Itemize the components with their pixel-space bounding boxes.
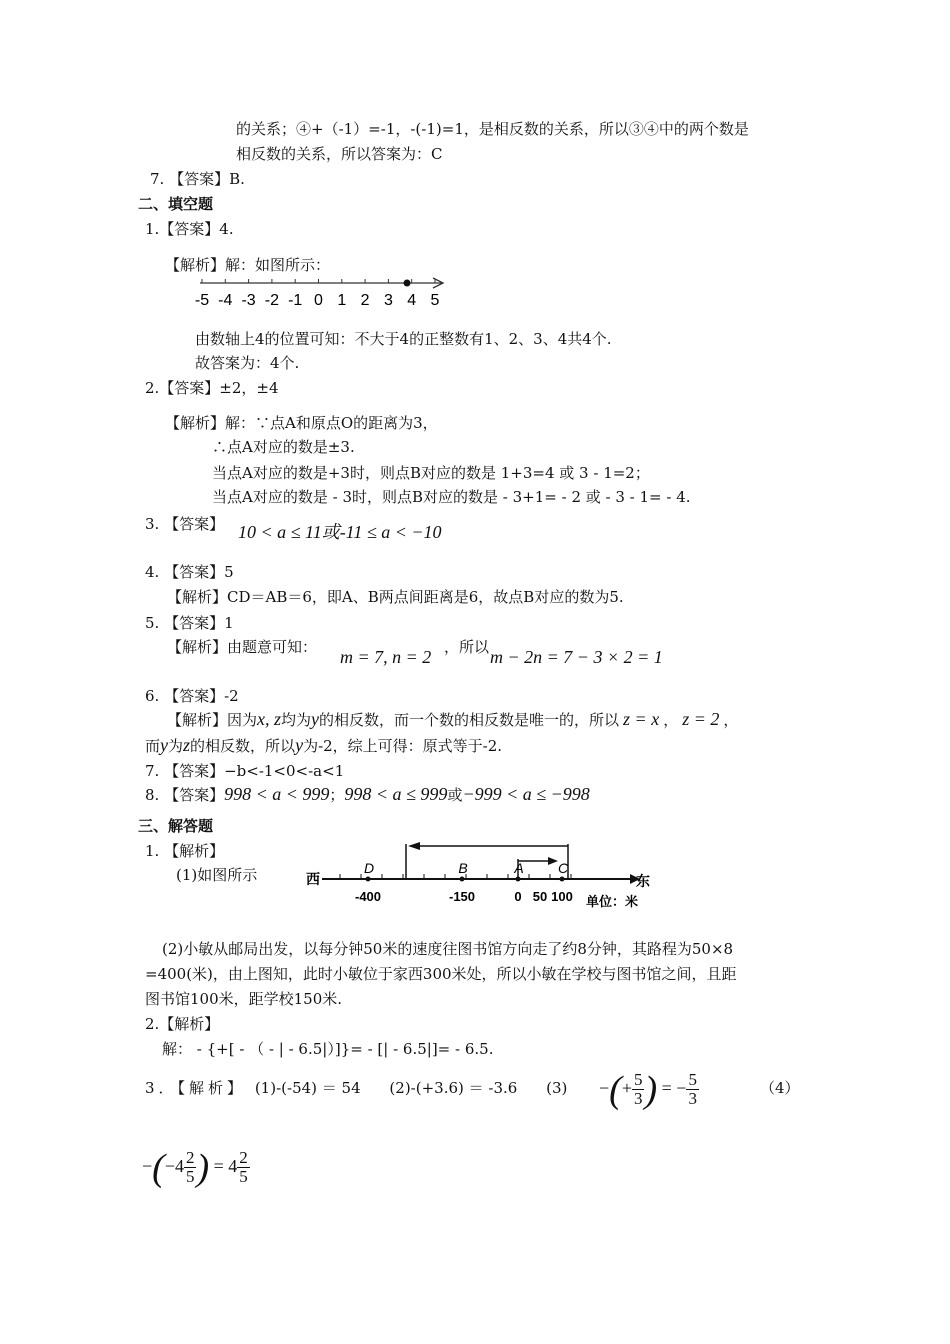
number-line-figure [190, 274, 460, 310]
direction-line-point-label: D [363, 860, 375, 876]
sol-q1-part2-line-1: (2)小敏从邮局出发，以每分钟50米的速度往图书馆方向走了约8分钟，其路程为50×8 [162, 940, 734, 958]
sol-q3-part2: (2)-(+3.6) ＝ -3.6 [389, 1079, 518, 1097]
direction-line-tick-label: 50 [532, 889, 548, 904]
east-label: 东 [636, 873, 650, 889]
sol-q3-part4-math: −(−4 $\frac{2}{5}$ ) = 4 $\frac{2}{5}$ [142, 1146, 248, 1189]
number-line-tick-label: 5 [430, 292, 440, 309]
fb-q3-label: 3. 【答案】 [145, 515, 225, 533]
fb-q2-answer: 2.【答案】±2，±4 [145, 379, 279, 397]
fb-q1-explanation-1: 由数轴上4的位置可知：不大于4的正整数有1、2、3、4共4个. [195, 330, 612, 348]
fb-q4-analysis: 【解析】CD＝AB＝6，即A、B两点间距离是6，故点B对应的数为5. [167, 588, 624, 606]
direction-number-line [300, 836, 680, 916]
label: 8. 【答案】 [145, 786, 225, 804]
sol-q1-part1: (1)如图所示 [176, 866, 258, 884]
number-line-tick-label: 3 [383, 292, 393, 309]
number-line-tick-label: -5 [194, 292, 210, 309]
sol-q2-line: 解： - {+[ - （ - | - 6.5|）]}= - [| - 6.5|]= - 6.5. [162, 1040, 494, 1058]
fb-q5-so: ，所以 [444, 638, 490, 656]
continued-text-line-2: 相反数的关系，所以答案为：C [236, 145, 443, 163]
label: 3．【解析】 [145, 1079, 247, 1097]
fb-q2-line-3: 当点A对应的数是+3时，则点B对应的数是 1+3=4 或 3 - 1=2； [212, 464, 650, 482]
fb-q6-line-2 [145, 734, 502, 757]
direction-line-point [366, 877, 371, 882]
text: 的相反数，而一个数的相反数是唯一的，所以 [319, 711, 620, 729]
fb-q5-math-1: m = 7, n = 2 [340, 647, 432, 667]
direction-line-tick-label: 100 [551, 889, 573, 904]
math-expr: z = x [623, 709, 660, 729]
fb-q6-answer: 6. 【答案】-2 [145, 687, 239, 705]
math-var: y [295, 735, 304, 755]
section-heading-fill-blank: 二、填空题 [138, 195, 214, 213]
direction-line-point [516, 877, 521, 882]
math-expr: −999 < a ≤ −998 [462, 784, 590, 804]
number-line-tick-label: -1 [288, 292, 303, 309]
direction-line-tick-label: -150 [448, 889, 476, 904]
q7-answer: 7. 【答案】B. [150, 170, 245, 188]
sol-q3-line [145, 1077, 567, 1099]
fb-q4-answer: 4. 【答案】5 [145, 563, 234, 581]
text: 的相反数，所以 [190, 737, 296, 755]
fraction [632, 1071, 645, 1108]
number-line-point [404, 280, 411, 287]
fb-q5-analysis: 【解析】由题意可知： [167, 638, 318, 656]
text: ， [723, 711, 739, 729]
integer-part: 4 [228, 1156, 238, 1176]
direction-line-tick-label: 0 [514, 889, 522, 904]
numerator: 2 [185, 1148, 195, 1168]
math-expr: 998 < a < 999 [224, 784, 330, 804]
continued-text-line-1: 的关系；④+（-1）=-1，-(-1)=1，是相反数的关系，所以③④中的两个数是 [236, 120, 749, 138]
sol-q1-part2-line-3: 图书馆100米，距学校150米. [145, 990, 343, 1008]
sol-q3-part1: (1)-(-54) ＝ 54 [254, 1079, 361, 1097]
sol-q3-part3-label: (3) [546, 1079, 568, 1097]
number-line-tick-label: 4 [407, 292, 417, 309]
denominator: 5 [185, 1167, 195, 1187]
fb-q2-line-4: 当点A对应的数是 - 3时，则点B对应的数是 - 3+1= - 2 或 - 3 - 1= - 4. [212, 488, 691, 506]
sol-q1-answer: 1. 【解析】 [145, 842, 225, 860]
fb-q8-answer [145, 783, 590, 806]
direction-line-point-label: A [514, 860, 524, 876]
numerator: 2 [239, 1148, 248, 1168]
integer-part: 4 [174, 1156, 184, 1176]
text: ； [329, 786, 345, 804]
fb-q5-answer: 5. 【答案】1 [145, 614, 234, 632]
west-label: 西 [306, 871, 320, 887]
text: 【解析】因为 [167, 711, 258, 729]
direction-line-point-label: C [557, 860, 569, 876]
fb-q6-line-1 [167, 708, 738, 731]
text: 均为 [281, 711, 312, 729]
fraction [237, 1149, 250, 1186]
number-line-tick-label: 1 [337, 292, 347, 309]
math-var: y [311, 709, 320, 729]
denominator: 5 [239, 1167, 248, 1187]
numerator: 5 [688, 1070, 697, 1090]
fb-q5-math-2: m − 2n = 7 − 3 × 2 = 1 [490, 647, 663, 667]
fb-q3-math: 10 < a ≤ 11或-11 ≤ a < −10 [238, 522, 442, 542]
denominator: 3 [688, 1089, 697, 1109]
number-line-tick-label: -3 [241, 292, 256, 309]
number-line-tick-label: 0 [314, 292, 323, 309]
direction-line-point [460, 877, 465, 882]
number-line-tick-label: 2 [360, 292, 370, 309]
math-expr: z = 2 [682, 709, 720, 729]
number-line-tick-label: -4 [218, 292, 233, 309]
text: 而 [145, 737, 161, 755]
math-var: y [160, 735, 169, 755]
math-var: z [183, 735, 191, 755]
sol-q1-part2-line-2: =400(米)，由上图知，此时小敏位于家西300米处，所以小敏在学校与图书馆之间，且距 [145, 965, 737, 983]
fraction [686, 1071, 699, 1108]
text: ， [663, 711, 679, 729]
number-line-tick-label: -2 [264, 292, 280, 309]
fb-q2-line-2: ∴点A对应的数是±3. [212, 438, 355, 456]
numerator: 5 [633, 1070, 643, 1090]
math-expr: 998 < a ≤ 999 [344, 784, 448, 804]
fraction [184, 1149, 197, 1186]
denominator: 3 [633, 1089, 643, 1109]
sol-q3-part3-math: −(+ $\frac{5}{3}$ ) = − $\frac{5}{3}$ [599, 1068, 697, 1111]
direction-line-point [560, 877, 565, 882]
fb-q1-explanation-2: 故答案为：4个. [195, 354, 300, 372]
direction-line-point-label: B [458, 860, 468, 876]
text: 为 [168, 737, 184, 755]
fb-q1-analysis: 【解析】解：如图所示： [165, 256, 331, 274]
direction-line-tick-label: -400 [354, 889, 382, 904]
sol-q2-answer: 2.【解析】 [145, 1015, 220, 1033]
unit-label: 单位：米 [586, 894, 639, 909]
section-heading-solutions: 三、解答题 [138, 817, 214, 835]
text: 为-2，综上可得：原式等于-2. [303, 737, 503, 755]
math-var: x, z [257, 709, 282, 729]
fb-q1-answer: 1.【答案】4. [145, 220, 234, 238]
fb-q7-answer: 7. 【答案】−b<-1<0<-a<1 [145, 762, 345, 780]
fb-q2-line-1: 【解析】解：∵点A和原点O的距离为3， [165, 414, 438, 432]
text: 或 [447, 786, 463, 804]
sol-q3-part4-label: （4） [760, 1079, 800, 1097]
